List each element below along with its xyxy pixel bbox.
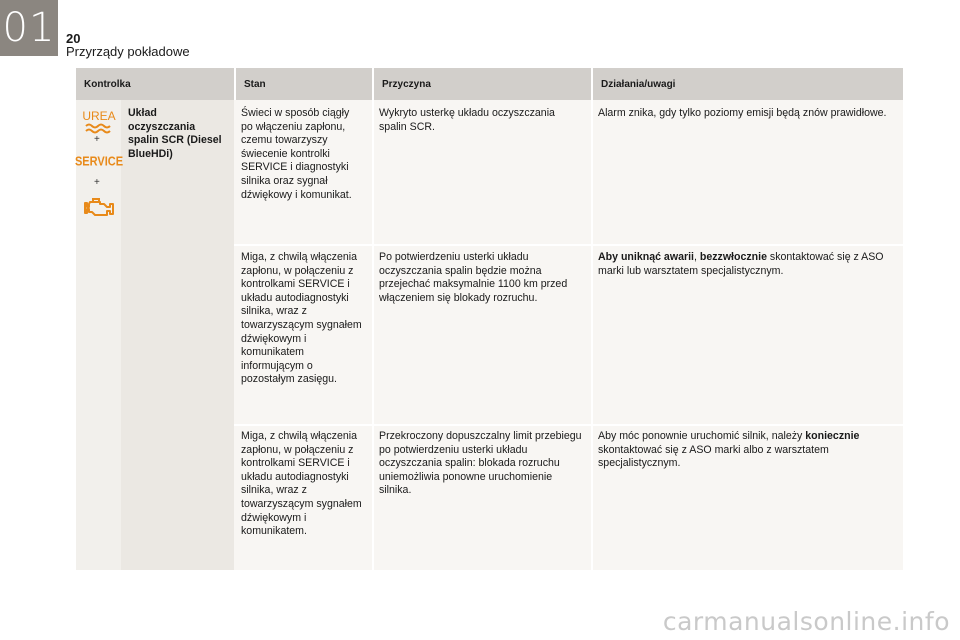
row2-przyczyna: Po potwierdzeniu usterki układu oczyszczania spalin będzie można przejechać maksymalnie 1100 km przed włączeniem się blokady rozruchu. <box>379 251 568 304</box>
row-divider <box>234 244 903 246</box>
row2-dzialania-bold1: Aby uniknąć awarii <box>598 251 694 263</box>
header-kontrolka: Kontrolka <box>76 68 234 100</box>
lamp-name-column <box>121 100 234 570</box>
row3-stan: Miga, z chwilą włączenia zapłonu, w połączeniu z kontrolkami SERVICE i układu autodiagnostyki silnika, wraz z towarzyszącym sygnałem dźwiękowym i komunikatem. <box>241 430 362 538</box>
section-title: Przyrządy pokładowe <box>66 44 190 59</box>
header-stan: Stan <box>236 68 372 100</box>
plus-sign: + <box>94 177 100 188</box>
watermark: carmanualsonline.info <box>662 607 950 636</box>
row3-dzialania-pre: Aby móc ponownie uruchomić silnik, należy <box>598 430 806 442</box>
column-divider <box>372 100 374 570</box>
plus-sign: + <box>94 134 100 145</box>
row2-dzialania <box>598 251 898 278</box>
header-przyczyna: Przyczyna <box>374 68 591 100</box>
column-divider <box>591 100 593 570</box>
svg-text:SERVICE: SERVICE <box>74 153 124 169</box>
engine-warning-icon <box>82 196 116 220</box>
row1-stan: Świeci w sposób ciągły po włączeniu zapłonu, czemu towarzyszy świecenie kontrolki SERVICE i diagnostyki silnika oraz sygnał dźwiękowy i komunikat. <box>241 107 352 201</box>
page-number: 20 <box>66 31 81 46</box>
row3-przyczyna: Przekroczony dopuszczalny limit przebiegu po potwierdzeniu usterki układu oczyszczania spalin: blokada rozruchu uniemożliwia ponowne uruchomienie silnika. <box>379 430 582 497</box>
row2-dzialania-sep: , <box>693 251 700 263</box>
svg-text:UREA: UREA <box>82 109 116 123</box>
row2-dzialania-rest: skontaktować się z ASO marki lub warsztatem specjalistycznym. <box>598 251 884 277</box>
row-divider <box>234 424 903 426</box>
lamp-name: Układ oczyszczania spalin SCR (Diesel BlueHDi) <box>128 107 222 160</box>
row1-przyczyna: Wykryto usterkę układu oczyszczania spalin SCR. <box>379 107 555 133</box>
urea-warning-icon <box>79 109 119 135</box>
service-warning-icon <box>74 153 124 169</box>
warning-lamp-table <box>76 68 903 570</box>
row3-dzialania-rest: skontaktować się z ASO marki albo z warsztatem specjalistycznym. <box>598 443 829 470</box>
row3-dzialania-bold: koniecznie <box>805 430 860 442</box>
lamp-icon-column <box>74 100 124 570</box>
chapter-tab: 01 <box>0 0 58 56</box>
header-dzialania: Działania/uwagi <box>593 68 903 100</box>
row1-dzialania: Alarm znika, gdy tylko poziomy emisji będą znów prawidłowe. <box>598 107 887 119</box>
row3-dzialania <box>598 430 898 471</box>
row2-stan: Miga, z chwilą włączenia zapłonu, w połączeniu z kontrolkami SERVICE i układu autodiagnostyki silnika, wraz z towarzyszącym sygnałem dźwiękowym i komunikatem informującym o pozostałym zasięgu. <box>241 251 362 386</box>
row2-dzialania-bold2: bezzwłocznie <box>699 251 767 263</box>
